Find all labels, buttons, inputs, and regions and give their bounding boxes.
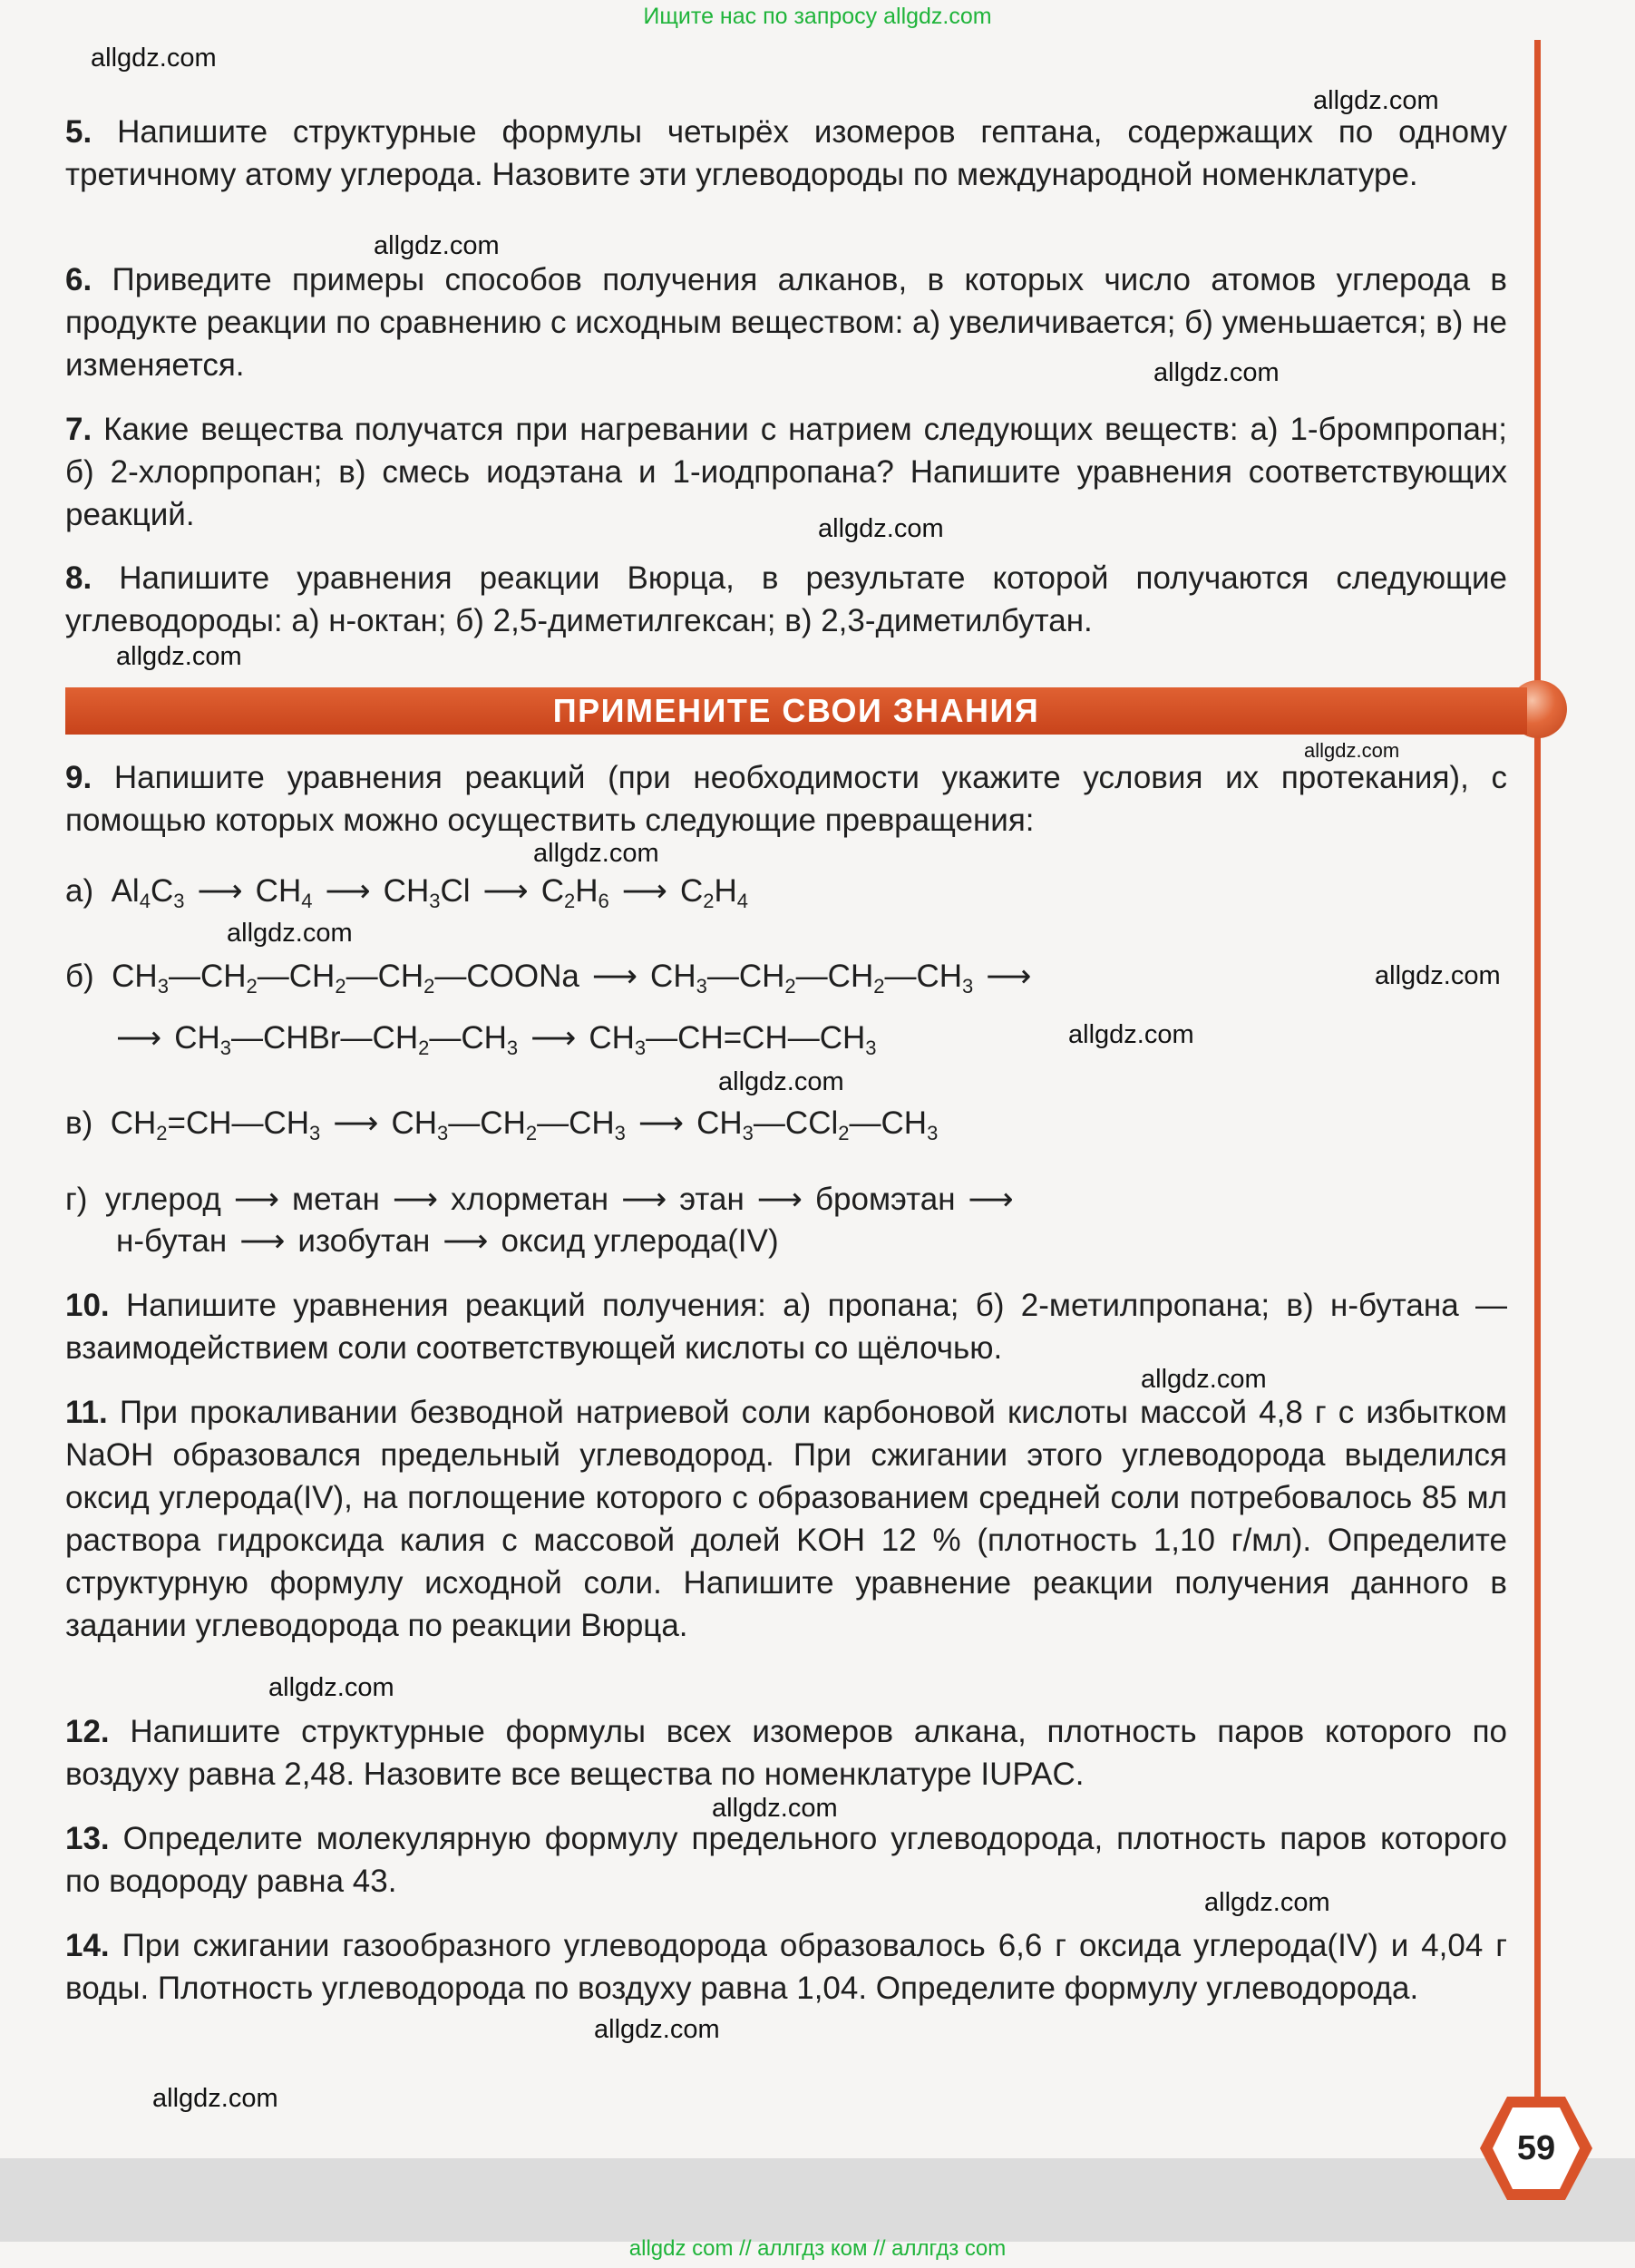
chain-b: б) $CH_3—CH_2—CH_2—CH_2—COONa$ ⟶ $CH_3—CH_2—CH_2—CH_3$ ⟶ (65, 959, 1032, 998)
watermark: allgdz.com (718, 1067, 844, 1096)
task-9 (65, 756, 1507, 842)
task-14 (65, 1924, 1507, 2010)
watermark: allgdz.com (1304, 739, 1400, 762)
watermark: allgdz.com (152, 2084, 278, 2113)
task-number: 13. (65, 1821, 110, 1856)
chain-g: г) углерод ⟶ метан ⟶ хлорметан ⟶ этан ⟶ бромэтан ⟶ (65, 1182, 1014, 1217)
task-10 (65, 1284, 1507, 1369)
page-bottom-band (0, 2158, 1635, 2242)
task-13 (65, 1817, 1507, 1903)
chain-item: углерод (104, 1182, 221, 1217)
watermark: allgdz.com (374, 231, 500, 260)
chain-g-continued: н-бутан ⟶ изобутан ⟶ оксид углерода(IV) (116, 1223, 779, 1259)
task-text: При прокаливании безводной натриевой соли карбоновой кислоты массой 4,8 г с избытком NaOH образовался предельный углеводород. При сжигании этого углеводорода выделился оксид углерода(IV), на поглощение которого с образованием средней соли потребовалось 85 мл раствора гидроксида калия с массовой долей KOH 12 % (плотность 1,10 г/мл). Определите структурную формулу исходной соли. Напишите уравнение реакции получения данного в задании углеводорода по реакции Вюрца. (65, 1395, 1507, 1643)
watermark: allgdz.com (268, 1673, 394, 1702)
task-text: Напишите структурные формулы четырёх изомеров гептана, содержащих по одному третичному атому углерода. Назовите эти углеводороды по международной номенклатуре. (65, 114, 1507, 192)
watermark: allgdz.com (1141, 1365, 1267, 1394)
watermark: allgdz.com (91, 44, 217, 73)
task-number: 14. (65, 1928, 110, 1963)
task-number: 8. (65, 560, 92, 596)
chain-v: в) $CH_2=CH—CH_3$ ⟶ $CH_3—CH_2—CH_3$ ⟶ $CH_3—CCl_2—CH_3$ (65, 1105, 939, 1144)
task-text: Напишите структурные формулы всех изомеров алкана, плотность паров которого по воздуху равна 2,48. Назовите все вещества по номенклатуре IUPAC. (65, 1714, 1508, 1792)
search-hint-banner[interactable]: Ищите нас по запросу allgdz.com (643, 4, 992, 29)
watermark: allgdz.com (116, 642, 242, 671)
task-8 (65, 557, 1507, 642)
watermark: allgdz.com (1068, 1020, 1194, 1049)
chain-label: а) (65, 873, 94, 909)
watermark: allgdz.com (594, 2015, 720, 2044)
watermark: allgdz.com (533, 839, 659, 868)
watermark: allgdz.com (712, 1794, 838, 1823)
task-number: 12. (65, 1714, 110, 1749)
chain-item: н-бутан (116, 1223, 228, 1259)
watermark: allgdz.com (1313, 86, 1439, 115)
task-7 (65, 408, 1507, 536)
chain-item: этан (679, 1182, 745, 1217)
task-number: 9. (65, 760, 92, 795)
margin-rule (1534, 40, 1541, 2135)
chain-item: хлорметан (451, 1182, 609, 1217)
task-number: 6. (65, 262, 92, 297)
chain-label: в) (65, 1105, 93, 1141)
task-text: Напишите уравнения реакций получения: а) пропана; б) 2-метилпропана; в) н-бутана — взаимодействием соли соответствующей кислоты со щёлочью. (65, 1288, 1507, 1366)
chain-label: г) (65, 1182, 88, 1217)
task-number: 7. (65, 412, 92, 447)
watermark: allgdz.com (1204, 1888, 1330, 1917)
chain-item: бромэтан (814, 1182, 956, 1217)
task-text: Приведите примеры способов получения алканов, в которых число атомов углерода в продукте реакции по сравнению с исходным веществом: а) увеличивается; б) уменьшается; в) не изменяется. (65, 262, 1507, 383)
chain-item: изобутан (297, 1223, 431, 1259)
chain-label: б) (65, 959, 94, 994)
chain-item: оксид углерода(IV) (501, 1223, 779, 1259)
page-number-badge (1478, 2095, 1594, 2202)
task-12 (65, 1710, 1507, 1796)
chain-b-continued: ⟶ $CH_3—CHBr—CH_2—CH_3$ ⟶ $CH_3—CH=CH—CH_3$ (116, 1020, 877, 1059)
footer-links[interactable]: allgdz com // аллгдз ком // аллгдз com (628, 2236, 1007, 2261)
task-text: Какие вещества получатся при нагревании с натрием следующих веществ: а) 1-бромпропан; б) 2-хлорпропан; в) смесь иодэтана и 1-иодпропана? Напишите уравнения соответствующих реакций. (65, 412, 1507, 532)
watermark: allgdz.com (1153, 358, 1280, 387)
task-5 (65, 111, 1507, 196)
section-banner: ПРИМЕНИТЕ СВОИ ЗНАНИЯ (65, 687, 1527, 735)
chain-item: метан (292, 1182, 380, 1217)
task-text: Определите молекулярную формулу предельного углеводорода, плотность паров которого по водороду равна 43. (65, 1821, 1507, 1899)
task-text: При сжигании газообразного углеводорода образовалось 6,6 г оксида углерода(IV) и 4,04 г воды. Плотность углеводорода по воздуху равна 1,04. Определите формулу углеводорода. (65, 1928, 1507, 2006)
task-number: 11. (65, 1395, 108, 1430)
page-number: 59 (1516, 2128, 1556, 2167)
task-11 (65, 1391, 1507, 1647)
task-text: Напишите уравнения реакции Вюрца, в результате которой получаются следующие углеводороды: а) н-октан; б) 2,5-диметилгексан; в) 2,3-диметилбутан. (65, 560, 1507, 638)
task-6 (65, 258, 1507, 386)
watermark: allgdz.com (818, 514, 944, 543)
watermark: allgdz.com (227, 919, 353, 948)
task-number: 10. (65, 1288, 110, 1323)
task-text: Напишите уравнения реакций (при необходимости укажите условия их протекания), с помощью которых можно осуществить следующие превращения: (65, 760, 1507, 838)
watermark: allgdz.com (1375, 961, 1501, 990)
task-number: 5. (65, 114, 92, 150)
chain-a: а) $Al_4C_3$ ⟶ $CH_4$ ⟶ $CH_3Cl$ ⟶ $C_2H_6$ ⟶ $C_2H_4$ (65, 873, 749, 912)
